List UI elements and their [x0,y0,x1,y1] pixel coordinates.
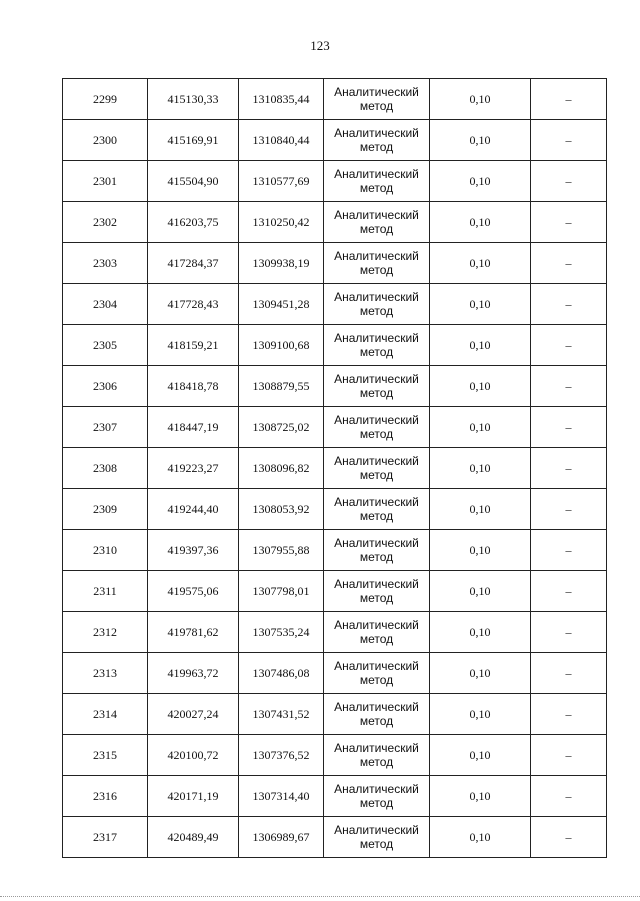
method-line-2: метод [359,427,394,441]
method-cell [324,694,430,735]
accuracy-cell: 0,10 [430,817,531,858]
x-coordinate-cell: 420489,49 [148,817,239,858]
x-coordinate-cell: 418159,21 [148,325,239,366]
method-cell [324,120,430,161]
method-cell [324,79,430,120]
table-row [63,817,607,858]
description-cell: – [531,571,607,612]
method-cell [324,284,430,325]
x-coordinate-cell: 419781,62 [148,612,239,653]
y-coordinate-cell: 1308053,92 [239,489,324,530]
point-number-cell: 2313 [63,653,148,694]
method-cell [324,243,430,284]
accuracy-cell: 0,10 [430,284,531,325]
point-number-cell: 2309 [63,489,148,530]
y-coordinate-cell: 1310835,44 [239,79,324,120]
method-line-1: Аналитический [334,741,419,755]
description-cell: – [531,776,607,817]
accuracy-cell: 0,10 [430,735,531,776]
point-number-cell: 2317 [63,817,148,858]
accuracy-cell: 0,10 [430,243,531,284]
method-cell [324,448,430,489]
description-cell: – [531,79,607,120]
accuracy-cell: 0,10 [430,776,531,817]
method-line-2: метод [359,468,394,482]
accuracy-cell: 0,10 [430,407,531,448]
method-line-1: Аналитический [334,249,419,263]
table-row [63,612,607,653]
x-coordinate-cell: 419397,36 [148,530,239,571]
table-body [63,79,607,858]
x-coordinate-cell: 416203,75 [148,202,239,243]
method-line-2: метод [359,345,394,359]
y-coordinate-cell: 1307798,01 [239,571,324,612]
y-coordinate-cell: 1308879,55 [239,366,324,407]
accuracy-cell: 0,10 [430,120,531,161]
y-coordinate-cell: 1307314,40 [239,776,324,817]
table-row [63,120,607,161]
y-coordinate-cell: 1308725,02 [239,407,324,448]
description-cell: – [531,407,607,448]
x-coordinate-cell: 419244,40 [148,489,239,530]
method-line-2: метод [359,140,394,154]
y-coordinate-cell: 1309100,68 [239,325,324,366]
description-cell: – [531,817,607,858]
method-cell [324,817,430,858]
accuracy-cell: 0,10 [430,202,531,243]
table-row [63,530,607,571]
point-number-cell: 2312 [63,612,148,653]
point-number-cell: 2316 [63,776,148,817]
method-cell [324,407,430,448]
point-number-cell: 2308 [63,448,148,489]
point-number-cell: 2303 [63,243,148,284]
y-coordinate-cell: 1307376,52 [239,735,324,776]
description-cell: – [531,489,607,530]
x-coordinate-cell: 420027,24 [148,694,239,735]
method-line-2: метод [359,263,394,277]
description-cell: – [531,366,607,407]
method-line-2: метод [359,714,394,728]
description-cell: – [531,694,607,735]
table-row [63,653,607,694]
x-coordinate-cell: 419575,06 [148,571,239,612]
table-row [63,448,607,489]
table-row [63,243,607,284]
description-cell: – [531,612,607,653]
x-coordinate-cell: 420171,19 [148,776,239,817]
table-row [63,366,607,407]
method-line-1: Аналитический [334,167,419,181]
x-coordinate-cell: 417284,37 [148,243,239,284]
method-line-2: метод [359,550,394,564]
y-coordinate-cell: 1307535,24 [239,612,324,653]
description-cell: – [531,325,607,366]
table-row [63,79,607,120]
description-cell: – [531,448,607,489]
table-row [63,407,607,448]
description-cell: – [531,653,607,694]
table-row [63,284,607,325]
y-coordinate-cell: 1307431,52 [239,694,324,735]
y-coordinate-cell: 1310840,44 [239,120,324,161]
method-line-2: метод [359,222,394,236]
y-coordinate-cell: 1307486,08 [239,653,324,694]
accuracy-cell: 0,10 [430,161,531,202]
method-line-1: Аналитический [334,372,419,386]
method-line-2: метод [359,755,394,769]
method-line-2: метод [359,796,394,810]
coordinates-table [62,78,607,858]
table-row [63,735,607,776]
method-cell [324,489,430,530]
method-line-1: Аналитический [334,495,419,509]
method-line-1: Аналитический [334,126,419,140]
method-cell [324,202,430,243]
method-line-1: Аналитический [334,331,419,345]
bottom-dotted-rule [0,896,640,897]
point-number-cell: 2305 [63,325,148,366]
point-number-cell: 2307 [63,407,148,448]
point-number-cell: 2300 [63,120,148,161]
point-number-cell: 2299 [63,79,148,120]
y-coordinate-cell: 1309938,19 [239,243,324,284]
method-line-1: Аналитический [334,85,419,99]
method-line-1: Аналитический [334,290,419,304]
method-cell [324,530,430,571]
table-row [63,694,607,735]
method-line-2: метод [359,181,394,195]
accuracy-cell: 0,10 [430,325,531,366]
accuracy-cell: 0,10 [430,653,531,694]
y-coordinate-cell: 1309451,28 [239,284,324,325]
x-coordinate-cell: 420100,72 [148,735,239,776]
point-number-cell: 2301 [63,161,148,202]
method-cell [324,325,430,366]
method-line-1: Аналитический [334,618,419,632]
method-cell [324,653,430,694]
description-cell: – [531,284,607,325]
description-cell: – [531,243,607,284]
accuracy-cell: 0,10 [430,694,531,735]
method-cell [324,612,430,653]
accuracy-cell: 0,10 [430,79,531,120]
method-cell [324,776,430,817]
accuracy-cell: 0,10 [430,612,531,653]
point-number-cell: 2302 [63,202,148,243]
accuracy-cell: 0,10 [430,448,531,489]
accuracy-cell: 0,10 [430,489,531,530]
accuracy-cell: 0,10 [430,530,531,571]
accuracy-cell: 0,10 [430,571,531,612]
description-cell: – [531,735,607,776]
method-line-1: Аналитический [334,659,419,673]
method-cell [324,571,430,612]
point-number-cell: 2304 [63,284,148,325]
method-line-1: Аналитический [334,208,419,222]
method-line-2: метод [359,304,394,318]
description-cell: – [531,530,607,571]
method-line-2: метод [359,386,394,400]
table-row [63,202,607,243]
point-number-cell: 2311 [63,571,148,612]
method-line-1: Аналитический [334,577,419,591]
y-coordinate-cell: 1308096,82 [239,448,324,489]
method-line-1: Аналитический [334,413,419,427]
table-row [63,776,607,817]
point-number-cell: 2315 [63,735,148,776]
page-number: 123 [310,38,330,53]
method-line-1: Аналитический [334,536,419,550]
method-cell [324,161,430,202]
y-coordinate-cell: 1306989,67 [239,817,324,858]
x-coordinate-cell: 417728,43 [148,284,239,325]
x-coordinate-cell: 415169,91 [148,120,239,161]
method-line-1: Аналитический [334,454,419,468]
point-number-cell: 2310 [63,530,148,571]
y-coordinate-cell: 1310577,69 [239,161,324,202]
method-line-1: Аналитический [334,700,419,714]
table-row [63,489,607,530]
x-coordinate-cell: 418418,78 [148,366,239,407]
x-coordinate-cell: 419223,27 [148,448,239,489]
point-number-cell: 2314 [63,694,148,735]
method-line-2: метод [359,632,394,646]
method-line-1: Аналитический [334,823,419,837]
method-line-2: метод [359,591,394,605]
accuracy-cell: 0,10 [430,366,531,407]
method-line-1: Аналитический [334,782,419,796]
method-line-2: метод [359,509,394,523]
method-line-2: метод [359,837,394,851]
description-cell: – [531,120,607,161]
x-coordinate-cell: 419963,72 [148,653,239,694]
table-row [63,325,607,366]
method-cell [324,366,430,407]
description-cell: – [531,161,607,202]
method-cell [324,735,430,776]
table-row [63,571,607,612]
x-coordinate-cell: 415130,33 [148,79,239,120]
table-row [63,161,607,202]
method-line-2: метод [359,99,394,113]
y-coordinate-cell: 1307955,88 [239,530,324,571]
description-cell: – [531,202,607,243]
x-coordinate-cell: 415504,90 [148,161,239,202]
x-coordinate-cell: 418447,19 [148,407,239,448]
method-line-2: метод [359,673,394,687]
y-coordinate-cell: 1310250,42 [239,202,324,243]
point-number-cell: 2306 [63,366,148,407]
